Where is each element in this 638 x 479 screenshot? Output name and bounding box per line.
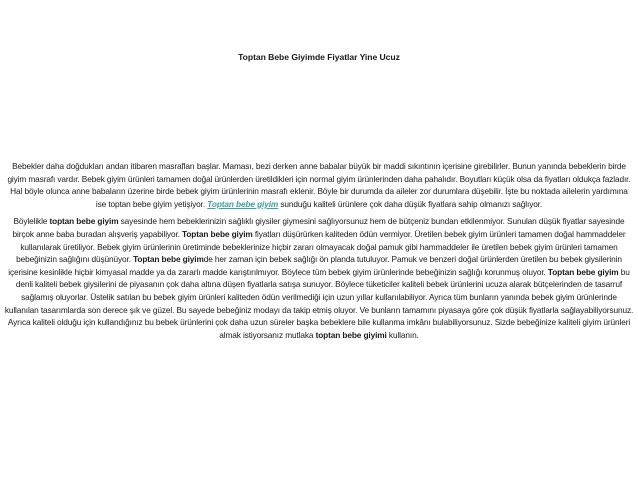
keyword-5: toptan bebe giyimi	[315, 329, 387, 340]
article-body	[4, 160, 634, 341]
toptan-bebe-giyim-link[interactable]: Toptan bebe giyim	[207, 198, 279, 209]
paragraph-2-text-f: kullanın.	[386, 329, 419, 340]
paragraph-1	[4, 160, 634, 210]
keyword-4: Toptan bebe giyim	[547, 266, 619, 277]
paragraph-1-text-a: Bebekler daha doğdukları andan itibaren masrafları başlar. Maması, bezi derken anne babalar büyük bir maddi sıkıntının içerisine girebilirler. Bunun yanında bebeklerin birde giyim masrafı vardır. Bebek giyim ürünleri tamamen doğal ürünlerden üretildikleri için normal giyim ürünlerinden daha pahalıdır. Boyutları küçük olsa da fiyatları oldukça fazladır. Hal böyle olunca anne babaların üzerine birde bebek giyim ürünlerinin masrafı eklenir. Böyle bir durumda da aileler zor durumlara düşebilir. İşte bu noktada ailelerin yardımına ise toptan bebe giyim yetişiyor.	[7, 161, 631, 209]
page-title: Toptan Bebe Giyimde Fiyatlar Yine Ucuz	[238, 52, 400, 62]
paragraph-2-text-a: Böylelikle	[13, 216, 50, 227]
paragraph-2-text-d: de her zaman için bebek sağlığı ön planda tutuluyor. Pamuk ve benzeri doğal ürünlerden üretilen bu bebek giysilerinin içerisine kesinlikle hiçbir kimyasal madde ya da zararlı madde karıştırılmıyor. Böylece tüm bebek giyim ürünlerinde bebeğinizin sağlığı korunmuş oluyor.	[8, 254, 622, 277]
keyword-3: Toptan bebe giyim	[133, 254, 204, 265]
paragraph-2	[4, 215, 634, 341]
paragraph-2-text-c: fiyatları düşürürken kaliteden ödün vermiyor. Üretilen bebek giyim ürünleri tamamen doğal hammaddeler kullanılarak üretiliyor. Bebek giyim ürünlerinin üretiminde bebeklerinize hiçbir zararı olmayacak doğal pamuk gibi hammaddeler ile üretilen bebek giyim ürünleri tamamen bebeğinizin sağlığını düşünüyor.	[16, 228, 626, 265]
keyword-1: toptan bebe giyim	[49, 216, 119, 227]
paragraph-1-text-b: sunduğu kaliteli ürünlere çok daha düşük fiyatlara sahip olmanızı sağlıyor.	[278, 198, 543, 209]
paragraph-2-text-b: sayesinde hem bebeklerinizin sağlıklı giysiler giymesini sağlıyorsunuz hem de bütçeniz bundan etkilenmiyor. Sunulan düşük fiyatlar sayesinde birçok anne baba buradan alışveriş yapabiliyor.	[12, 216, 625, 239]
keyword-2: Toptan bebe giyim	[182, 228, 253, 239]
paragraph-2-text-e: bu denli kaliteli bebek giysilerini de piyasanın çok daha altına düşen fiyatlarla satışa sunuyor. Böylece tüketiciler kaliteli bebek ürünlerini ucuza alarak bütçelerinden de tasarruf sağlamış oluyorlar. Üstelik satılan bu bebek giyim ürünleri kaliteden ödün verilmediği için uzun yıllar kullanılabiliyor. Ayrıca tüm bunların yanında bebek giyim ürünlerinde kullanılan tasarımlarda son derece şık ve güzel. Bu sayede bebeğiniz modayı da takip etmiş oluyor. Ve bunların tamamını piyasaya göre çok düşük fiyatlarla sağlayabiliyorsunuz. Ayrıca kaliteli olduğu için kullandığınız bu bebek ürünlerini çok daha uzun süreler başka bebeklere bile kullanma imkânı bulabiliyorsunuz. Sizde bebeğinize kaliteli giyim ürünleri almak istiyorsanız mutlaka	[4, 266, 634, 340]
